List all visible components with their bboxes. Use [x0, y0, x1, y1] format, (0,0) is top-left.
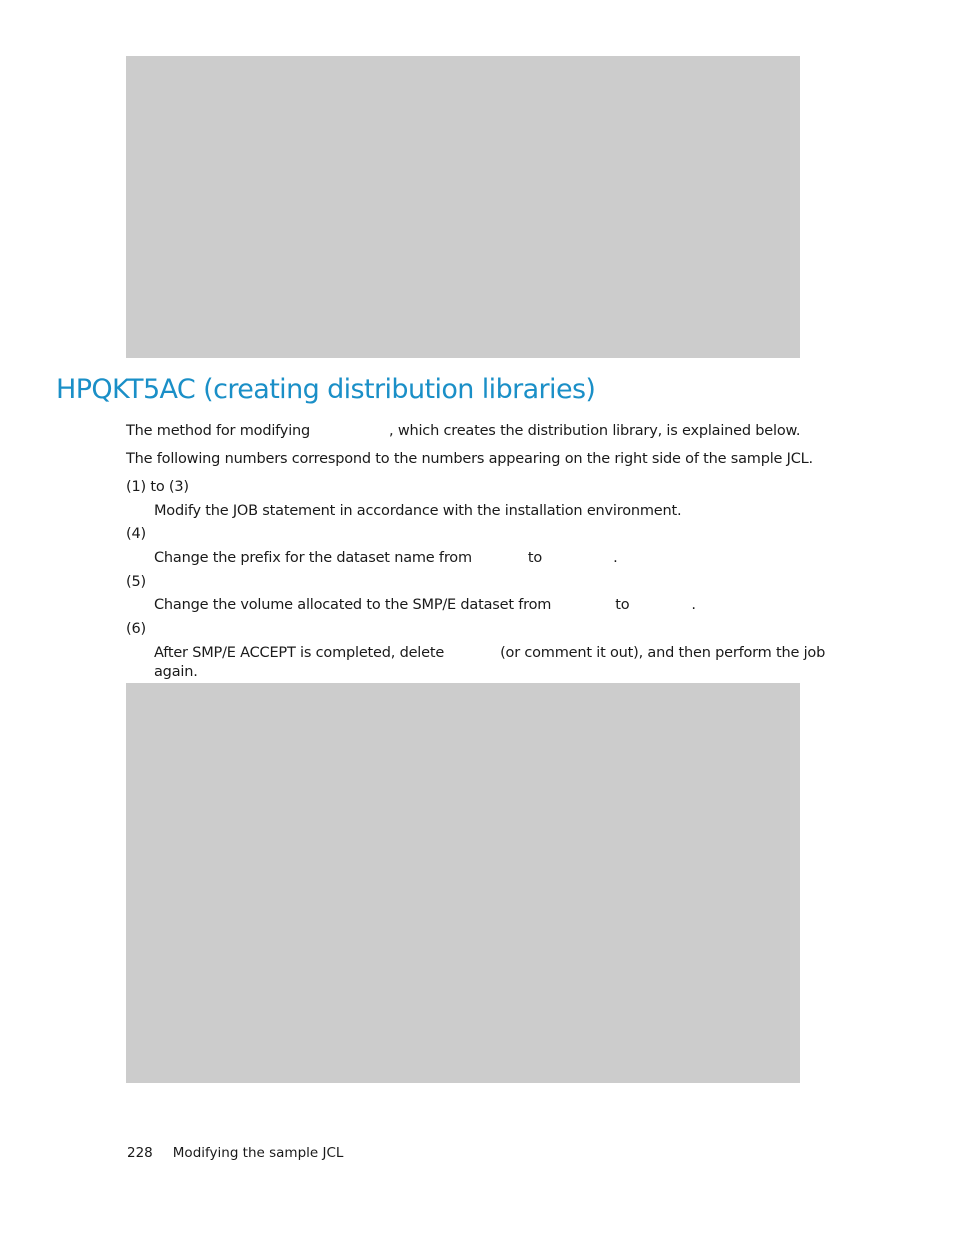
item-text-6-line-1 — [154, 644, 825, 663]
footer-section-title: Modifying the sample JCL — [172, 1145, 344, 1161]
item-text-4 — [154, 549, 617, 568]
sample-jcl-code-block-bottom — [126, 683, 800, 1083]
item-text-4-part-b: to — [527, 550, 543, 566]
intro-paragraph-1 — [126, 422, 800, 441]
page-footer — [127, 1145, 343, 1161]
intro-paragraph-2: The following numbers correspond to the numbers appearing on the right side of the sample JCL. — [126, 451, 813, 467]
item-text-5-part-a: Change the volume allocated to the SMP/E dataset from — [154, 597, 552, 613]
item-text-6-line-2: again. — [154, 664, 198, 680]
sample-jcl-code-block-top — [126, 56, 800, 358]
section-heading: HPQKT5AC (creating distribution libraries) — [56, 374, 596, 405]
item-label-6: (6) — [126, 621, 146, 637]
item-text-1-3: Modify the JOB statement in accordance with the installation environment. — [154, 503, 682, 519]
item-label-1-3: (1) to (3) — [126, 479, 189, 495]
item-text-5-part-c: . — [691, 597, 696, 613]
item-text-6-part-b: (or comment it out), and then perform the job — [500, 645, 826, 661]
intro-paragraph-1-end: , which creates the distribution library, is explained below. — [389, 423, 801, 439]
item-text-4-part-a: Change the prefix for the dataset name from — [154, 550, 472, 566]
item-text-5-part-b: to — [615, 597, 630, 613]
item-text-4-part-c: . — [613, 550, 618, 566]
page-number: 228 — [127, 1145, 153, 1161]
intro-paragraph-1-start: The method for modifying — [126, 423, 311, 439]
item-text-6-part-a: After SMP/E ACCEPT is completed, delete — [154, 645, 445, 661]
item-label-5: (5) — [126, 574, 146, 590]
item-text-5 — [154, 596, 696, 615]
item-label-4: (4) — [126, 526, 146, 542]
